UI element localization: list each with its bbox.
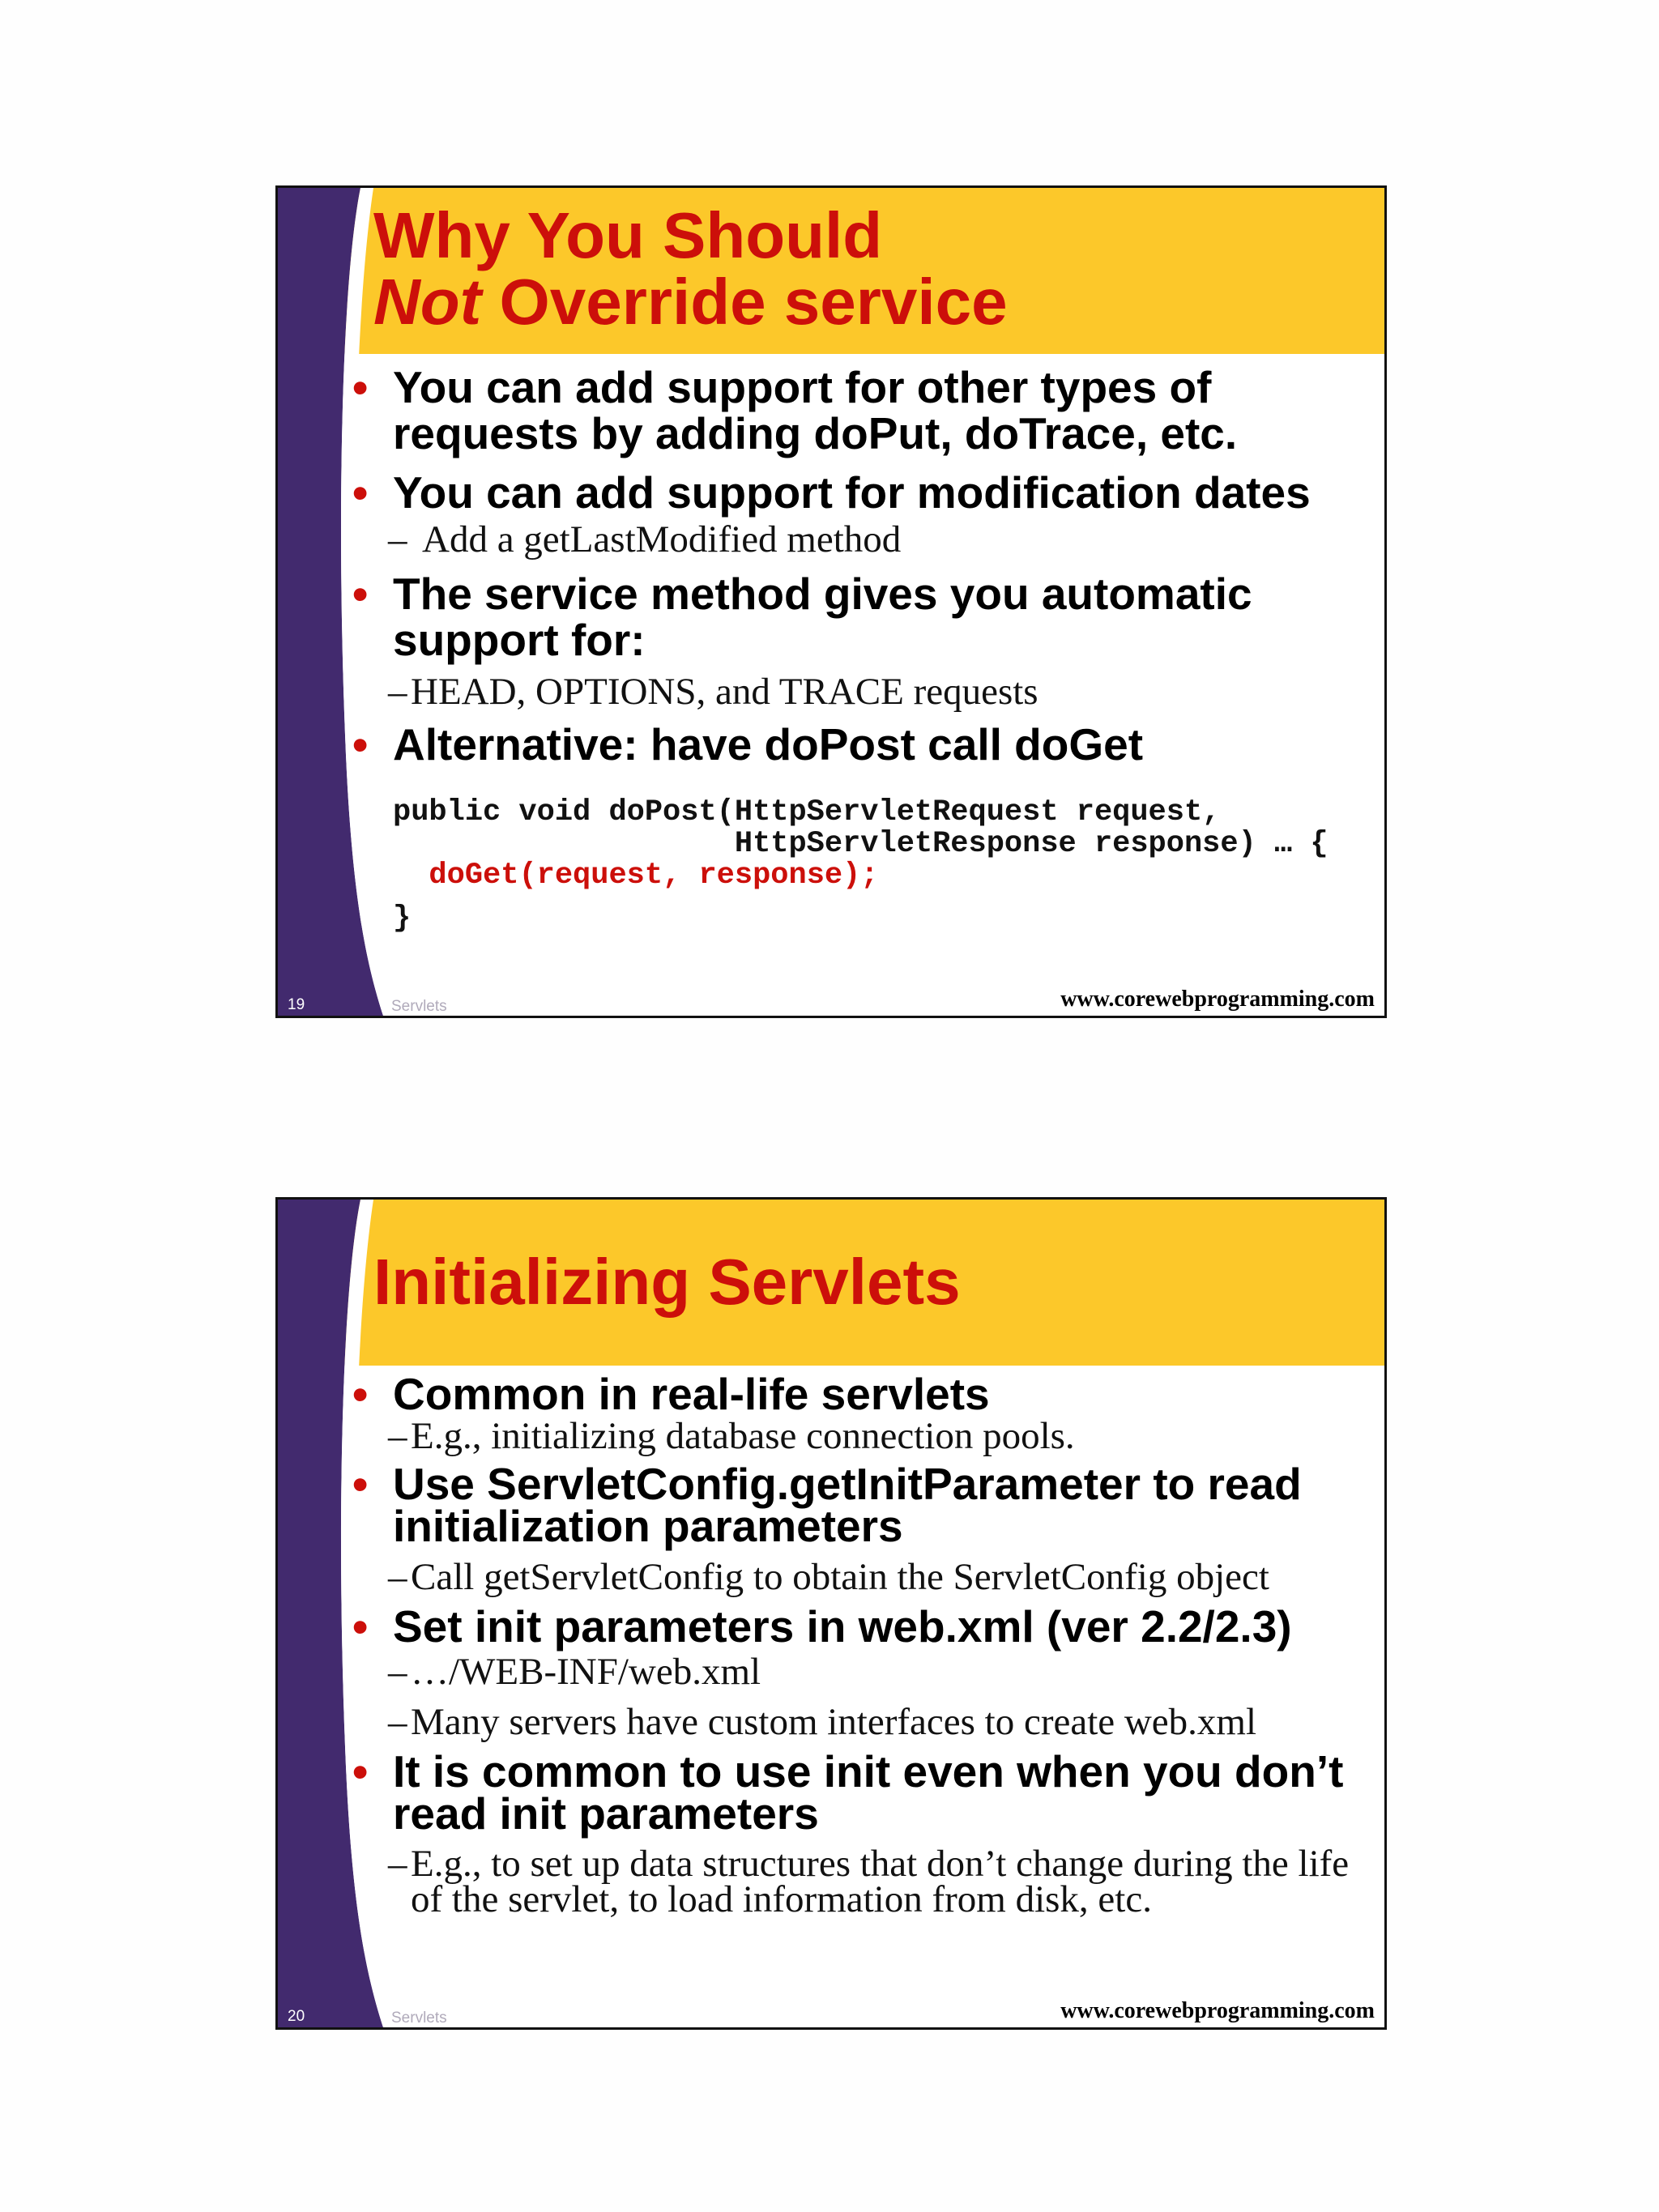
sub-bullet-item: [352, 1843, 1368, 1920]
sub-bullet-dash: –: [388, 1651, 407, 1693]
slide-title: Initializing Servlets: [373, 1246, 961, 1318]
bullet-dot: •: [352, 467, 369, 518]
title-emphasis: Not: [373, 266, 482, 338]
bullet-item: [352, 1459, 1368, 1551]
footer-url: www.corewebprogramming.com: [1060, 987, 1375, 1012]
bullet-text: It is common to use init even when you don’t read init parameters: [393, 1746, 1344, 1839]
slide-body: [352, 1369, 1368, 1920]
bullet-item: [352, 719, 1368, 769]
sub-bullet-dash: –: [388, 1701, 407, 1743]
code-line-4: }: [393, 901, 412, 936]
sub-bullet-item: [352, 671, 1368, 713]
slide-number: 20: [288, 2008, 305, 2025]
footer-label: Servlets: [391, 998, 447, 1015]
sub-bullet-text: E.g., initializing database connection pools.: [411, 1415, 1075, 1457]
bullet-item: [352, 364, 1368, 457]
slide-body: [352, 364, 1368, 935]
title-line-2: [373, 266, 1008, 338]
bullet-text: Alternative: have doPost call doGet: [393, 719, 1144, 769]
sub-bullet-item: [352, 518, 1368, 560]
bullet-dot: •: [352, 362, 369, 412]
bullet-text: You can add support for modification dates: [393, 467, 1311, 518]
sub-bullet-item: [352, 1703, 1368, 1741]
slide-title: [373, 199, 1008, 338]
bullet-item: [352, 1746, 1368, 1839]
bullet-dot: •: [352, 1369, 369, 1419]
bullet-text: The service method gives you automatic support for:: [393, 569, 1252, 665]
sub-bullet-dash: –: [388, 1556, 407, 1598]
bullet-item: [352, 467, 1368, 518]
footer-label: Servlets: [391, 2010, 447, 2027]
bullet-dot: •: [352, 569, 369, 619]
bullet-text: You can add support for other types of requests by adding doPut, doTrace, etc.: [393, 362, 1238, 458]
sub-bullet-item: [352, 1417, 1368, 1455]
sub-bullet-text: Add a getLastModified method: [422, 518, 902, 560]
sub-bullet-text: …/WEB-INF/web.xml: [411, 1651, 761, 1693]
title-line-1: Why You Should: [373, 199, 883, 271]
bullet-item: [352, 1601, 1368, 1652]
sub-bullet-dash: –: [388, 671, 407, 713]
slide-19: [275, 185, 1387, 1018]
sub-bullet-dash: –: [388, 1415, 407, 1457]
title-rest: Override service: [481, 266, 1008, 338]
sub-bullet-item: [352, 1651, 1368, 1693]
sub-bullet-dash: –: [388, 518, 407, 560]
bullet-item: [352, 1371, 1368, 1417]
code-line-2: HttpServletResponse response) … {: [393, 827, 1328, 861]
bullet-text: Use ServletConfig.getInitParameter to read initialization parameters: [393, 1459, 1302, 1551]
footer-url: www.corewebprogramming.com: [1060, 1998, 1375, 2023]
code-block: [393, 797, 1368, 935]
bullet-dot: •: [352, 719, 369, 769]
bullet-dot: •: [352, 1459, 369, 1509]
bullet-item: [352, 571, 1368, 663]
slide-20: [275, 1197, 1387, 2030]
sub-bullet-item: [352, 1558, 1368, 1596]
slide-number: 19: [288, 996, 305, 1013]
bullet-dot: •: [352, 1601, 369, 1652]
bullet-text: Set init parameters in web.xml (ver 2.2/2.3): [393, 1601, 1292, 1652]
sub-bullet-text: HEAD, OPTIONS, and TRACE requests: [411, 671, 1038, 713]
code-line-1: public void doPost(HttpServletRequest request,: [393, 795, 1221, 829]
sub-bullet-text: Many servers have custom interfaces to create web.xml: [411, 1701, 1257, 1743]
code-line-3: doGet(request, response);: [429, 859, 879, 893]
sub-bullet-text: E.g., to set up data structures that don’t change during the life of the servlet, to load information from disk, etc.: [411, 1843, 1350, 1920]
sub-bullet-text: Call getServletConfig to obtain the ServletConfig object: [411, 1556, 1269, 1598]
bullet-text: Common in real-life servlets: [393, 1369, 990, 1419]
sub-bullet-dash: –: [388, 1843, 407, 1885]
bullet-dot: •: [352, 1746, 369, 1796]
